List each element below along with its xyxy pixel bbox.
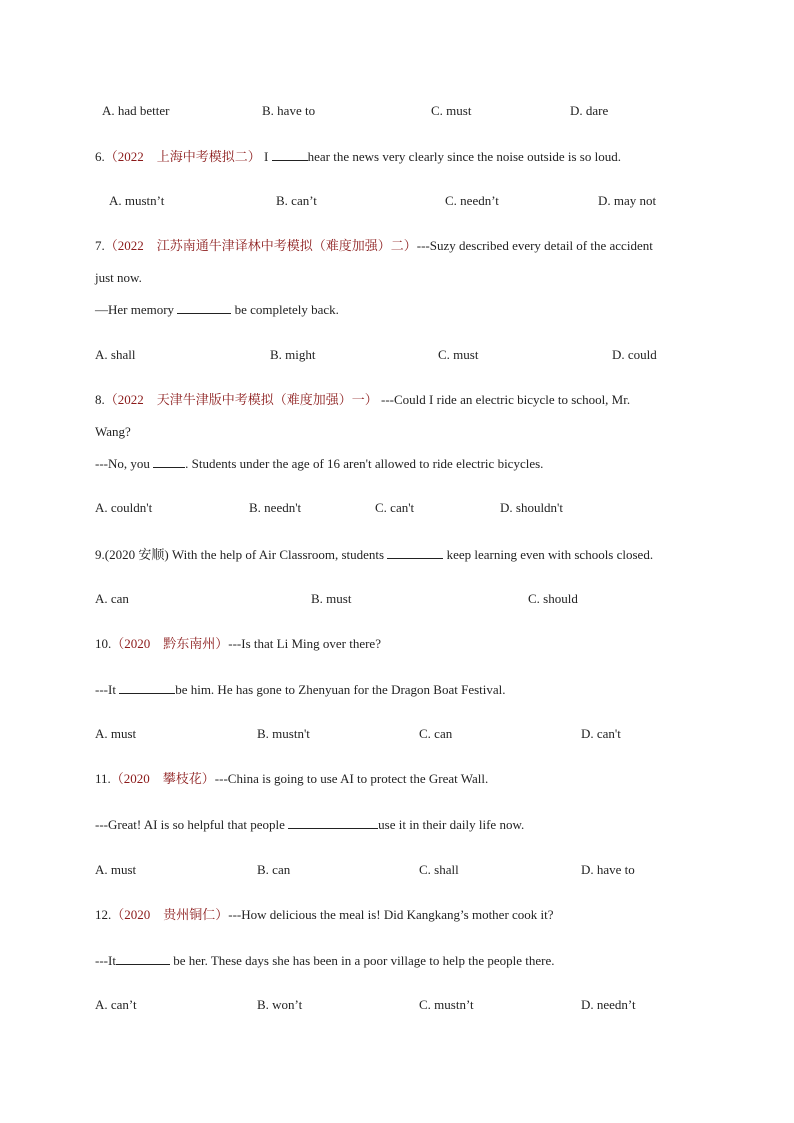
q5-option-b: B. have to [262,103,316,118]
q9-source: (2020 安顺) [104,547,169,562]
q10-blank [119,681,175,694]
q12-stem-text: ---How delicious the meal is! Did Kangkang’s mother cook it? [228,907,554,922]
q7-stem-line2: just now. [95,270,142,285]
q7-option-b: B. might [270,347,316,362]
q8-stem-line1: ---Could I ride an electric bicycle to school, Mr. [377,392,631,407]
q10-reply-after: be him. He has gone to Zhenyuan for the Dragon Boat Festival. [175,682,506,697]
q6-stem-after: hear the news very clearly since the noise outside is so loud. [307,149,621,164]
q10-reply-before: ---It [95,682,120,697]
q12-reply [95,952,555,969]
q10-option-d: D. can't [581,726,621,741]
q6-option-b: B. can’t [276,193,317,208]
q7-reply [95,301,339,318]
q12-reply-after: be her. These days she has been in a poor village to help the people there. [169,953,555,968]
q5-option-c: C. must [431,103,472,118]
q11-option-d: D. have to [581,862,635,877]
q10-option-b: B. mustn't [257,726,310,741]
q9-number: 9. [95,547,105,562]
q6-blank [272,148,308,161]
q8-blank [153,455,185,468]
q11-number: 11. [95,771,111,786]
q5-option-d: D. dare [570,103,609,118]
q7-reply-before: —Her memory [95,302,178,317]
q8-stem [95,392,630,408]
q6-option-a: A. mustn’t [109,193,165,208]
q11-source: （2020 攀枝花） [110,771,215,786]
q8-option-c: C. can't [375,500,415,515]
q7-option-d: D. could [612,347,657,362]
q12-option-d: D. needn’t [581,997,636,1012]
q11-option-c: C. shall [419,862,459,877]
q12-reply-before: ---It [95,953,116,968]
q6-stem [95,148,621,165]
q9-option-a: A. can [95,591,129,606]
q7-blank [177,301,231,314]
q10-option-c: C. can [419,726,453,741]
q5-option-a: A. had better [102,103,170,118]
q8-number: 8. [95,392,105,407]
q8-source: （2022 天津牛津版中考模拟（难度加强）一） [104,392,378,407]
q10-number: 10. [95,636,112,651]
q10-source: （2020 黔东南州） [111,636,229,651]
q9-option-b: B. must [311,591,352,606]
q12-blank [116,952,170,965]
q11-stem-text: ---China is going to use AI to protect the Great Wall. [214,771,489,786]
q9-option-c: C. should [528,591,578,606]
q6-option-c: C. needn’t [445,193,499,208]
q6-option-d: D. may not [598,193,657,208]
q10-stem [95,636,381,652]
q7-option-a: A. shall [95,347,136,362]
q10-reply [95,681,506,698]
q9-stem-after: keep learning even with schools closed. [443,547,654,562]
q8-reply-before: ---No, you [95,456,154,471]
q11-reply-before: ---Great! AI is so helpful that people [95,817,289,832]
q9-stem [95,546,653,563]
q7-reply-after: be completely back. [231,302,339,317]
q11-stem [95,771,488,787]
q6-stem-before: I [260,149,272,164]
q9-stem-before: With the help of Air Classroom, students [168,547,388,562]
q12-number: 12. [95,907,112,922]
q7-stem [95,238,653,254]
q7-number: 7. [95,238,105,253]
q7-source: （2022 江苏南通牛津译林中考模拟（难度加强）二） [104,238,417,253]
q6-source: （2022 上海中考模拟二） [104,149,261,164]
q8-stem-line2: Wang? [95,424,131,439]
q8-reply-after: . Students under the age of 16 aren't allowed to ride electric bicycles. [185,456,544,471]
q12-stem [95,907,554,923]
q6-number: 6. [95,149,105,164]
q11-blank [288,816,378,829]
q10-stem-text: ---Is that Li Ming over there? [228,636,381,651]
q7-option-c: C. must [438,347,479,362]
q11-option-b: B. can [257,862,291,877]
q9-blank [387,546,443,559]
q11-option-a: A. must [95,862,137,877]
q7-stem-line1: ---Suzy described every detail of the accident [416,238,653,253]
q8-reply [95,455,543,472]
q12-source: （2020 贵州铜仁） [111,907,229,922]
q8-option-b: B. needn't [249,500,302,515]
q11-reply [95,816,524,833]
q12-option-b: B. won’t [257,997,303,1012]
q11-reply-after: use it in their daily life now. [378,817,525,832]
q8-option-d: D. shouldn't [500,500,564,515]
q12-option-a: A. can’t [95,997,137,1012]
q10-option-a: A. must [95,726,137,741]
q12-option-c: C. mustn’t [419,997,474,1012]
q8-option-a: A. couldn't [95,500,153,515]
